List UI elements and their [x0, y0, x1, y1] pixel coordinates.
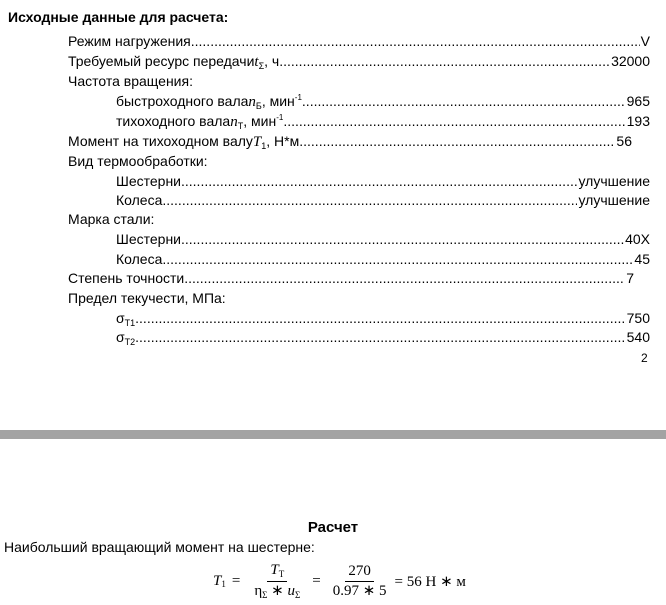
page-separator — [0, 430, 666, 439]
row-heat-wheel: Колеса ..... улучшение — [116, 191, 650, 209]
row-steel-grade: Марка стали: — [68, 211, 155, 227]
row-sigma-t1: σ T1 ..... 750 — [116, 309, 650, 327]
row-heat-gear: Шестерни ..... улучшение — [116, 172, 650, 190]
row-frequency: Частота вращения: — [68, 73, 193, 89]
calc-paragraph: Наибольший вращающий момент на шестерне: — [4, 539, 315, 555]
row-resource: Требуемый ресурс передачи t Σ , ч ..... 32000 — [68, 52, 650, 70]
row-heat-treatment: Вид термообработки: — [68, 153, 208, 169]
row-yield-strength: Предел текучести, МПа: — [68, 290, 226, 306]
section-title: Исходные данные для расчета: — [8, 9, 229, 25]
row-precision: Степень точности ..... 7 — [68, 269, 634, 287]
row-sigma-t2: σ T2 ..... 540 — [116, 328, 650, 346]
document-page-2 — [0, 439, 666, 604]
calc-heading: Расчет — [307, 519, 359, 536]
torque-equation: T 1 = $\frac{T_T}{\eta_\Sigma ∗ u_\Sigma}$ = $\frac{270}{0.97 ∗ 5}$ = 56 Н ∗ м — [213, 561, 466, 600]
row-slow-shaft: тихоходного вала n T , мин -1 ..... 193 — [116, 112, 650, 130]
row-load-mode: Режим нагружения ..... V — [68, 32, 650, 50]
row-torque: Момент на тихоходном валу T 1 , Н*м ..... 56 — [68, 132, 632, 150]
fraction-numeric: $\frac{270}{0.97 ∗ 5}$ — [332, 562, 387, 599]
fraction-symbolic: $\frac{T_T}{\eta_\Sigma ∗ u_\Sigma}$ — [254, 561, 301, 600]
row-steel-wheel: Колеса ..... 45 — [116, 250, 650, 268]
page-number: 2 — [641, 351, 648, 365]
row-fast-shaft: быстроходного вала n Б , мин -1 ..... 965 — [116, 92, 650, 110]
row-steel-gear: Шестерни ..... 40Х — [116, 230, 650, 248]
